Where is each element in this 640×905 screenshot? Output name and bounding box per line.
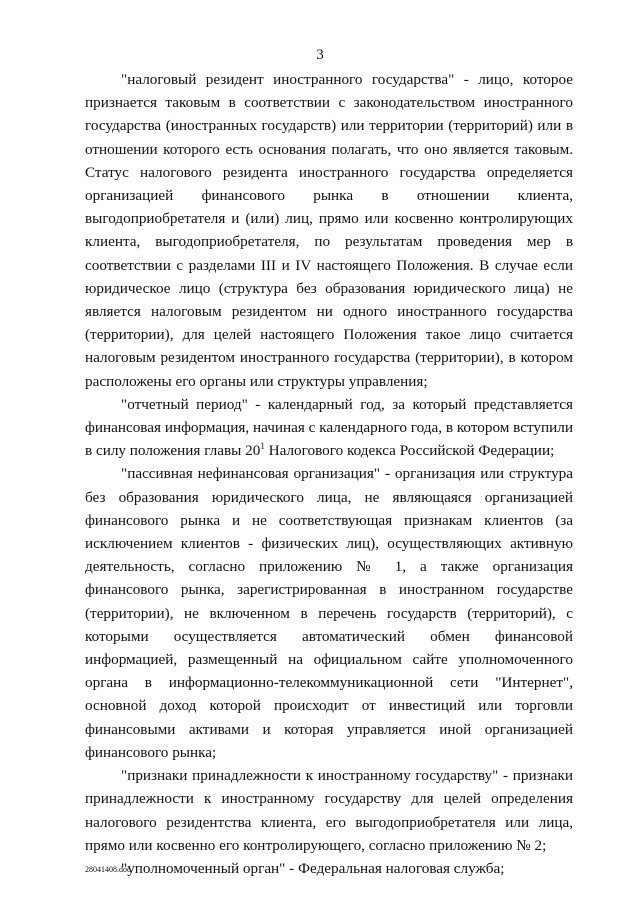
definition-reporting-period-paragraph — [85, 393, 573, 463]
document-body — [85, 68, 573, 880]
reporting-period-text: "отчетный период" - календарный год, за который представляется финансовая информация, начиная с календарного года, в котором вступили в силу положения главы 20 — [85, 395, 573, 460]
reporting-period-text-end: Налогового кодекса Российской Федерации; — [264, 442, 555, 460]
definition-tax-resident-paragraph: "налоговый резидент иностранного государства" - лицо, которое признается таковым в соответствии с законодательством иностранного государства (иностранных государств) или территории (территорий) или в отношении которого есть основания полагать, что оно является таковым. Статус налогового резидента иностранного государства определяется организацией финансового рынка в отношении клиента, выгодоприобретателя и (или) лиц, прямо или косвенно контролирующих клиента, выгодоприобретателя, по результатам проведения мер в соответствии с разделами III и IV настоящего Положения. В случае если юридическое лицо (структура без образования юридического лица) не является налоговым резидентом ни одного иностранного государства (территории), для целей настоящего Положения такое лицо считается налоговым резидентом иностранного государства (территории), в котором расположены его органы или структуры управления; — [85, 71, 573, 390]
chapter-superscript: 1 — [260, 441, 265, 452]
page-number: 3 — [316, 47, 324, 63]
definition-authorized-body-paragraph: "уполномоченный орган" - Федеральная налоговая служба; — [121, 859, 505, 877]
footer-doc-code: 28041408.doc — [85, 865, 131, 874]
definition-foreign-affiliation-paragraph: "признаки принадлежности к иностранному государству" - признаки принадлежности к иностранному государству для целей определения налогового резидентства клиента, его выгодоприобретателя или лица, прямо или косвенно его контролирующего, согласно приложению № 2; — [85, 767, 573, 854]
definition-passive-organization-paragraph: "пассивная нефинансовая организация" - организация или структура без образования юридического лица, не являющаяся организацией финансового рынка и не соответствующая признакам клиентов (за исключением клиентов - физических лиц), осуществляющих активную деятельность, согласно приложению № 1, а также организация финансового рынка, зарегистрированная в иностранном государстве (территории), не включенном в перечень государств (территорий), с которыми осуществляется автоматический обмен финансовой информацией, размещенный на официальном сайте уполномоченного органа в информационно-телекоммуникационной сети "Интернет", основной доход которой происходит от инвестиций или торговли финансовыми активами и которая управляется иной организацией финансового рынка; — [85, 465, 573, 761]
